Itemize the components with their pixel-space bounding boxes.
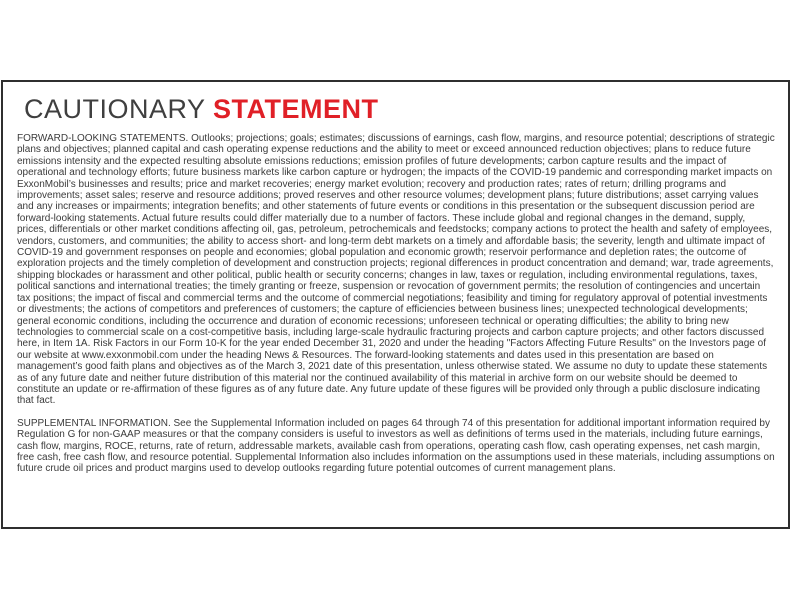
slide-title-prefix: CAUTIONARY bbox=[24, 94, 214, 124]
slide-body bbox=[17, 133, 775, 475]
paragraph-supplemental-information: SUPPLEMENTAL INFORMATION. See the Supplemental Information included on pages 64 through 74 of this presentation for additional important information required by Regulation G for non-GAAP measures or that the company considers is useful to investors as well as definitions of terms used in the materials, including future earnings, cash flow, margins, ROCE, returns, rate of return, addressable markets, available cash from operations, operating cash flow, cash operating expenses, net cash margin, free cash, free cash flow, and resource potential. Supplemental Information also includes information on the assumptions used in these materials, including assumptions on future crude oil prices and product margins used to develop outlooks regarding future potential outcomes of current management plans. bbox=[17, 417, 775, 475]
slide-frame bbox=[1, 80, 790, 529]
slide-title bbox=[24, 94, 788, 124]
slide-title-emphasis: STATEMENT bbox=[213, 94, 379, 124]
paragraph-forward-looking-statements: FORWARD-LOOKING STATEMENTS. Outlooks; projections; goals; estimates; discussions of earnings, cash flow, margins, and resource potential; descriptions of strategic plans and objectives; planned capital and cash operating expense reductions and the ability to meet or exceed announced reduction objectives; plans to reduce future emissions intensity and the expected resulting absolute emissions reductions; emission profiles of future developments; carbon capture results and the impact of operational and technology efforts; future business markets like carbon capture or hydrogen; the impacts of the COVID-19 pandemic and corresponding market impacts on ExxonMobil’s businesses and results; price and market recoveries; energy market evolution; recovery and production rates; rates of return; drilling programs and improvements; asset sales; reserve and resource additions; proved reserves and other resource volumes; development plans; future distributions; asset carrying values and any increases or impairments; integration benefits; and other statements of future events or conditions in this presentation or the subsequent discussion period are forward-looking statements. Actual future results could differ materially due to a number of factors. These include global and regional changes in the demand, supply, prices, differentials or other market conditions affecting oil, gas, petroleum, petrochemicals and feedstocks; company actions to protect the health and safety of employees, vendors, customers, and communities; the ability to access short- and long-term debt markets on a timely and affordable basis; the severity, length and ultimate impact of COVID-19 and government responses on people and economies; global population and economic growth; reservoir performance and depletion rates; the outcome of exploration projects and the timely completion of development and construction projects; regional differences in product concentration and demand; war, trade agreements, shipping blockades or harassment and other political, public health or security concerns; changes in law, taxes or regulation, including environmental regulations, taxes, political sanctions and international treaties; the timely granting or freeze, suspension or revocation of government permits; the resolution of contingencies and uncertain tax positions; the impact of fiscal and commercial terms and the outcome of commercial negotiations; feasibility and timing for regulatory approval of potential investments or divestments; the actions of competitors and preferences of customers; the capture of efficiencies between business lines; unexpected technological developments; general economic conditions, including the occurrence and duration of economic recessions; unforeseen technical or operating difficulties; the ability to bring new technologies to commercial scale on a cost-competitive basis, including large-scale hydraulic fracturing projects and carbon capture projects; and other factors discussed here, in Item 1A. Risk Factors in our Form 10-K for the year ended December 31, 2020 and under the heading "Factors Affecting Future Results" on the Investors page of our website at www.exxonmobil.com under the heading News & Resources. The forward-looking statements and dates used in this presentation are based on management’s good faith plans and objectives as of the March 3, 2021 date of this presentation, unless otherwise stated. We assume no duty to update these statements as of any future date and neither future distribution of this material nor the continued availability of this material in archive form on our website should be deemed to constitute an update or re-affirmation of these figures as of any future date. Any future update of these figures will be provided only through a public disclosure indicating that fact. bbox=[17, 133, 775, 407]
